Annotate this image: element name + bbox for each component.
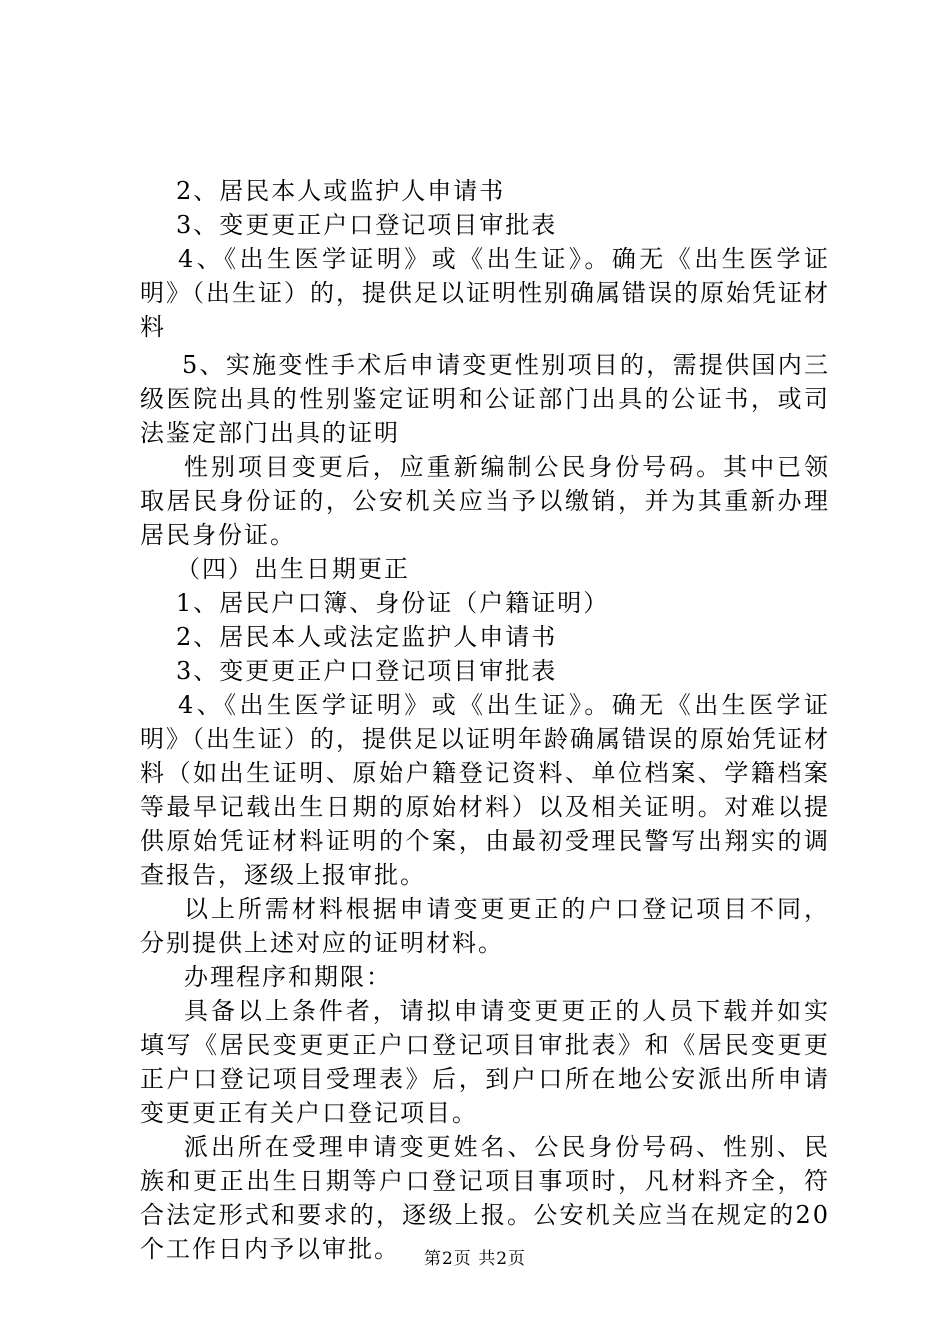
body-paragraph: 具备以上条件者，请拟申请变更更正的人员下载并如实填写《居民变更更正户口登记项目审批表》和《居民变更更正户口登记项目受理表》后，到户口所在地公安派出所申请变更更正有关户口登记项目。 xyxy=(140,997,830,1127)
list-item: 4、《出生医学证明》或《出生证》。确无《出生医学证明》（出生证）的，提供足以证明年龄确属错误的原始凭证材料（如出生证明、原始户籍登记资料、单位档案、学籍档案等最早记载出生日期的原始材料）以及相关证明。对难以提供原始凭证材料证明的个案，由最初受理民警写出翔实的调查报告，逐级上报审批。 xyxy=(140,691,830,889)
document-body xyxy=(140,174,830,1266)
list-item: 3、变更更正户口登记项目审批表 xyxy=(176,657,558,685)
body-paragraph: 派出所在受理申请变更姓名、公民身份号码、性别、民族和更正出生日期等户口登记项目事项时，凡材料齐全，符合法定形式和要求的，逐级上报。公安机关应当在规定的20个工作日内予以审批。 xyxy=(140,1133,830,1263)
body-paragraph: 以上所需材料根据申请变更更正的户口登记项目不同，分别提供上述对应的证明材料。 xyxy=(140,895,830,957)
section-heading: 办理程序和期限： xyxy=(184,963,392,991)
body-paragraph: 性别项目变更后，应重新编制公民身份号码。其中已领取居民身份证的，公安机关应当予以缴销，并为其重新办理居民身份证。 xyxy=(140,453,830,549)
section-heading: （四）出生日期更正 xyxy=(176,555,410,583)
page-number-footer: 第2页 共2页 xyxy=(423,1249,527,1269)
list-item: 2、居民本人或法定监护人申请书 xyxy=(176,623,558,651)
list-item: 4、《出生医学证明》或《出生证》。确无《出生医学证明》（出生证）的，提供足以证明性别确属错误的原始凭证材料 xyxy=(140,245,830,341)
list-item: 3、变更更正户口登记项目审批表 xyxy=(176,211,558,239)
list-item: 1、居民户口簿、身份证（户籍证明） xyxy=(176,589,610,617)
list-item: 5、实施变性手术后申请变更性别项目的，需提供国内三级医院出具的性别鉴定证明和公证部门出具的公证书，或司法鉴定部门出具的证明 xyxy=(140,351,830,447)
list-item: 2、居民本人或监护人申请书 xyxy=(176,177,506,205)
